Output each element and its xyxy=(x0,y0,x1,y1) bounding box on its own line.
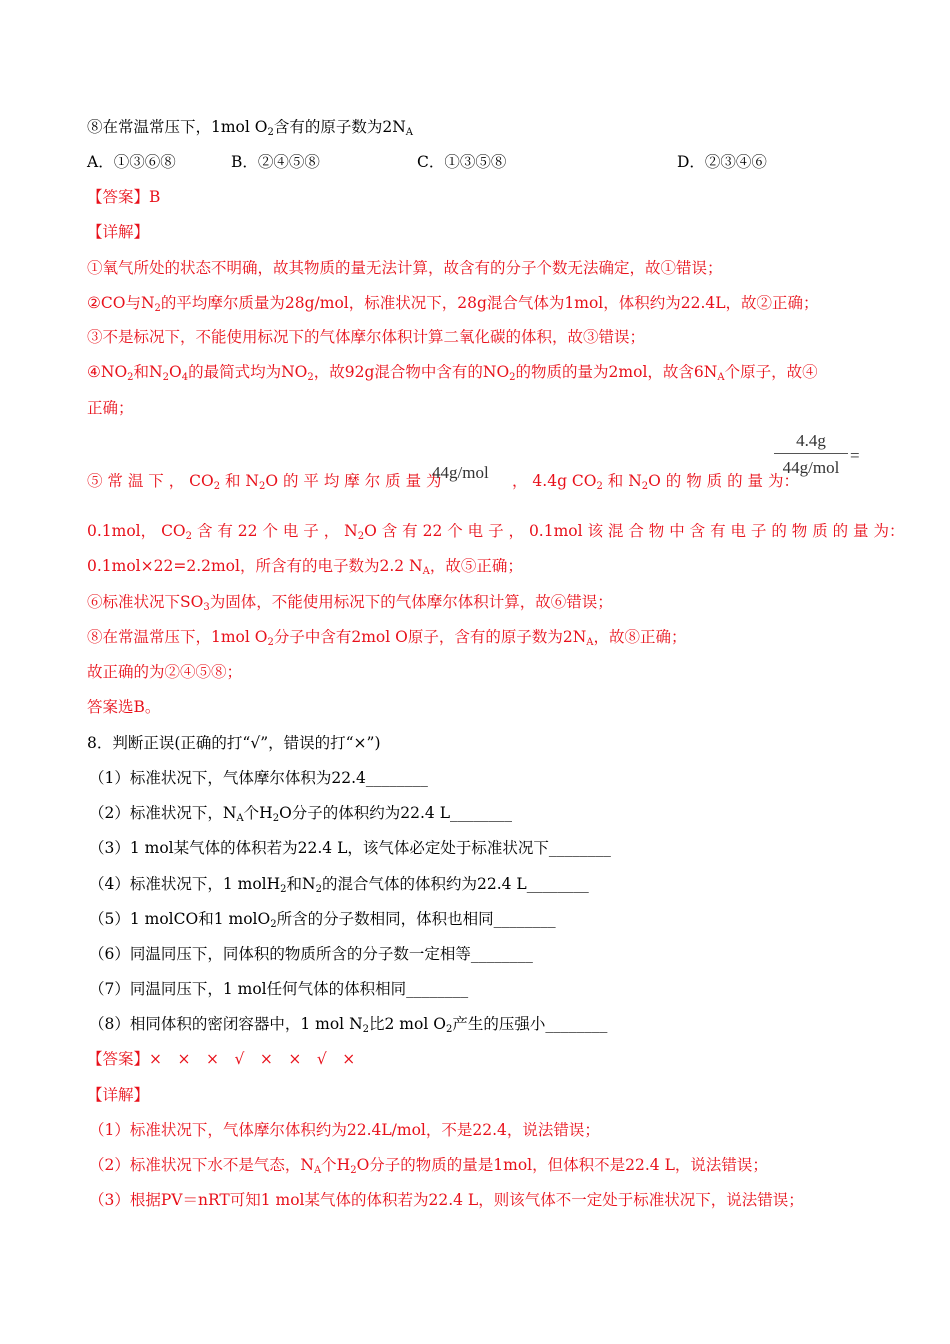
q8-statement-7: （7）同温同压下，1 mol任何气体的体积相同________ xyxy=(89,980,469,998)
detail-2 xyxy=(87,293,819,313)
detail-5-b xyxy=(512,471,799,491)
text: ，故⑧正确； xyxy=(593,628,687,646)
text: 0.1mol×22=2.2mol，所含有的电子数为2.2 N xyxy=(87,557,423,575)
sub: 2 xyxy=(307,372,314,383)
sub: 2 xyxy=(357,531,365,542)
detail-3: ③不是标况下，不能使用标况下的气体摩尔体积计算二氧化碳的体积，故③错误； xyxy=(87,328,646,346)
text: O 含 有 22 个 电 子 ， 0.1mol 该 混 合 物 中 含 有 电 子 的 物 质 的 量 为： xyxy=(364,522,905,540)
text: 【答案】 xyxy=(87,1050,150,1068)
text: 产生的压强小________ xyxy=(452,1015,608,1033)
q8-statement-1: （1）标准状况下，气体摩尔体积为22.4________ xyxy=(89,769,428,787)
text: O分子的物质的量是1mol，但体积不是22.4 L，说法错误； xyxy=(356,1156,768,1174)
q8-detail-1: （1）标准状况下，气体摩尔体积约为22.4L/mol，不是22.4，说法错误； xyxy=(89,1121,600,1139)
sub: 2 xyxy=(445,1024,453,1035)
sub: 2 xyxy=(280,884,287,895)
text: 0.1mol， CO xyxy=(87,522,186,540)
text: 和 N xyxy=(602,472,642,490)
sub: A xyxy=(405,127,414,138)
sub: 2 xyxy=(154,303,161,314)
sub: 4 xyxy=(181,372,189,383)
detail-4-cont: 正确； xyxy=(87,399,134,417)
option-a: A．①③⑥⑧ xyxy=(87,153,176,171)
text: O分子的体积约为22.4 L________ xyxy=(279,804,513,822)
q7-item-8 xyxy=(87,117,413,137)
sub: 2 xyxy=(272,813,280,824)
detail-1: ①氧气所处的状态不明确，故其物质的量无法计算，故含有的分子个数无法确定，故①错误； xyxy=(87,259,723,277)
text: ⑥标准状况下SO xyxy=(87,593,204,611)
text: （4）标准状况下，1 molH xyxy=(89,875,281,893)
text: ，故92g混合物中含有的NO xyxy=(313,363,510,381)
q8-title: 8．判断正误(正确的打“√”，错误的打“×”) xyxy=(87,734,381,752)
sub: 2 xyxy=(509,372,516,383)
text: 为固体，不能使用标况下的气体摩尔体积计算，故⑥错误； xyxy=(209,593,613,611)
sub: 2 xyxy=(641,481,649,492)
text: ，故⑤正确； xyxy=(429,557,523,575)
detail-label: 【详解】 xyxy=(87,223,150,241)
sub: 2 xyxy=(185,531,193,542)
fraction-bar xyxy=(774,453,848,454)
detail-5 xyxy=(87,471,442,491)
answer-label: 【答案】B xyxy=(87,188,161,206)
text: ②CO与N xyxy=(87,294,155,312)
text: 的最简式均为NO xyxy=(188,363,308,381)
q8-statement-6: （6）同温同压下，同体积的物质所含的分子数一定相等________ xyxy=(89,945,533,963)
text: （2）标准状况下水不是气态，N xyxy=(89,1156,314,1174)
sub: 2 xyxy=(127,372,134,383)
sub: 2 xyxy=(267,127,274,138)
text: 和N xyxy=(133,363,163,381)
text: ， 4.4g CO xyxy=(512,472,597,490)
text: 的混合气体的体积约为22.4 L________ xyxy=(321,875,589,893)
answer-marks: × × × √ × × √ × xyxy=(149,1050,356,1068)
sub: 2 xyxy=(315,884,322,895)
text: O 的 物 质 的 量 为： xyxy=(648,472,799,490)
text: 含有的原子数为2N xyxy=(273,118,406,136)
text: 个原子，故④ xyxy=(724,363,818,381)
sub: 2 xyxy=(270,919,277,930)
q8-statement-4 xyxy=(89,874,589,894)
molar-mass-formula: 44g/mol xyxy=(432,463,489,482)
fraction-formula xyxy=(774,430,848,479)
sub: A xyxy=(586,637,594,648)
sub: A xyxy=(236,813,244,824)
sub: 2 xyxy=(213,481,221,492)
option-c: C．①③⑤⑧ xyxy=(417,153,507,171)
option-d: D．②③④⑥ xyxy=(677,153,767,171)
text: ⑧在常温常压下，1mol O xyxy=(87,628,268,646)
answer-select: 答案选B。 xyxy=(87,698,161,716)
sub: 3 xyxy=(203,602,210,613)
text: 分子中含有2mol O原子，含有的原子数为2N xyxy=(273,628,587,646)
text: 所含的分子数相同，体积也相同________ xyxy=(276,910,556,928)
text: 比2 mol O xyxy=(369,1015,446,1033)
q8-statement-2 xyxy=(89,803,512,823)
text: 的平均摩尔质量为28g/mol，标准状况下，28g混合气体为1mol，体积约为22.4L，故②正确； xyxy=(160,294,819,312)
text: （2）标准状况下，N xyxy=(89,804,237,822)
text: O xyxy=(169,363,182,381)
text: ⑤ 常 温 下 ， CO xyxy=(87,472,214,490)
detail-8 xyxy=(87,627,687,647)
fraction-numerator: 4.4g xyxy=(796,431,826,450)
text: 和 N xyxy=(220,472,259,490)
sub: A xyxy=(422,566,430,577)
text: O 的 平 均 摩 尔 质 量 为 xyxy=(265,472,442,490)
sub: A xyxy=(313,1165,322,1176)
text: ⑧在常温常压下，1mol O xyxy=(87,118,268,136)
text: 个H xyxy=(243,804,273,822)
text: 和N xyxy=(286,875,316,893)
text: （5）1 molCO和1 molO xyxy=(89,910,271,928)
sub: 2 xyxy=(267,637,274,648)
equals-sign: = xyxy=(850,446,860,465)
sub: A xyxy=(717,372,725,383)
q8-statement-3: （3）1 mol某气体的体积若为22.4 L，该气体必定处于标准状况下________ xyxy=(89,839,611,857)
text: 个H xyxy=(321,1156,351,1174)
detail-6 xyxy=(87,592,613,612)
fraction-denominator: 44g/mol xyxy=(782,458,840,477)
detail-5-d xyxy=(87,556,523,576)
text: 含 有 22 个 电 子 ， N xyxy=(192,522,358,540)
q8-statement-5 xyxy=(89,909,556,929)
sub: 2 xyxy=(350,1165,357,1176)
q8-detail-2 xyxy=(89,1155,768,1175)
q8-detail-label: 【详解】 xyxy=(87,1086,150,1104)
conclusion: 故正确的为②④⑤⑧； xyxy=(87,663,243,681)
text: 的物质的量为2mol，故含6N xyxy=(515,363,718,381)
q8-statement-8 xyxy=(89,1014,607,1034)
sub: 2 xyxy=(596,481,603,492)
sub: 2 xyxy=(259,481,266,492)
sub: 2 xyxy=(162,372,169,383)
q8-answer xyxy=(87,1049,355,1069)
option-b: B．②④⑤⑧ xyxy=(231,153,320,171)
text: ④NO xyxy=(87,363,128,381)
detail-5-c xyxy=(87,521,904,541)
text: （8）相同体积的密闭容器中，1 mol N xyxy=(89,1015,363,1033)
detail-4 xyxy=(87,362,818,382)
q8-detail-3: （3）根据PV＝nRT可知1 mol某气体的体积若为22.4 L，则该气体不一定处于标准状况下，说法错误； xyxy=(89,1191,804,1209)
sub: 2 xyxy=(362,1024,370,1035)
